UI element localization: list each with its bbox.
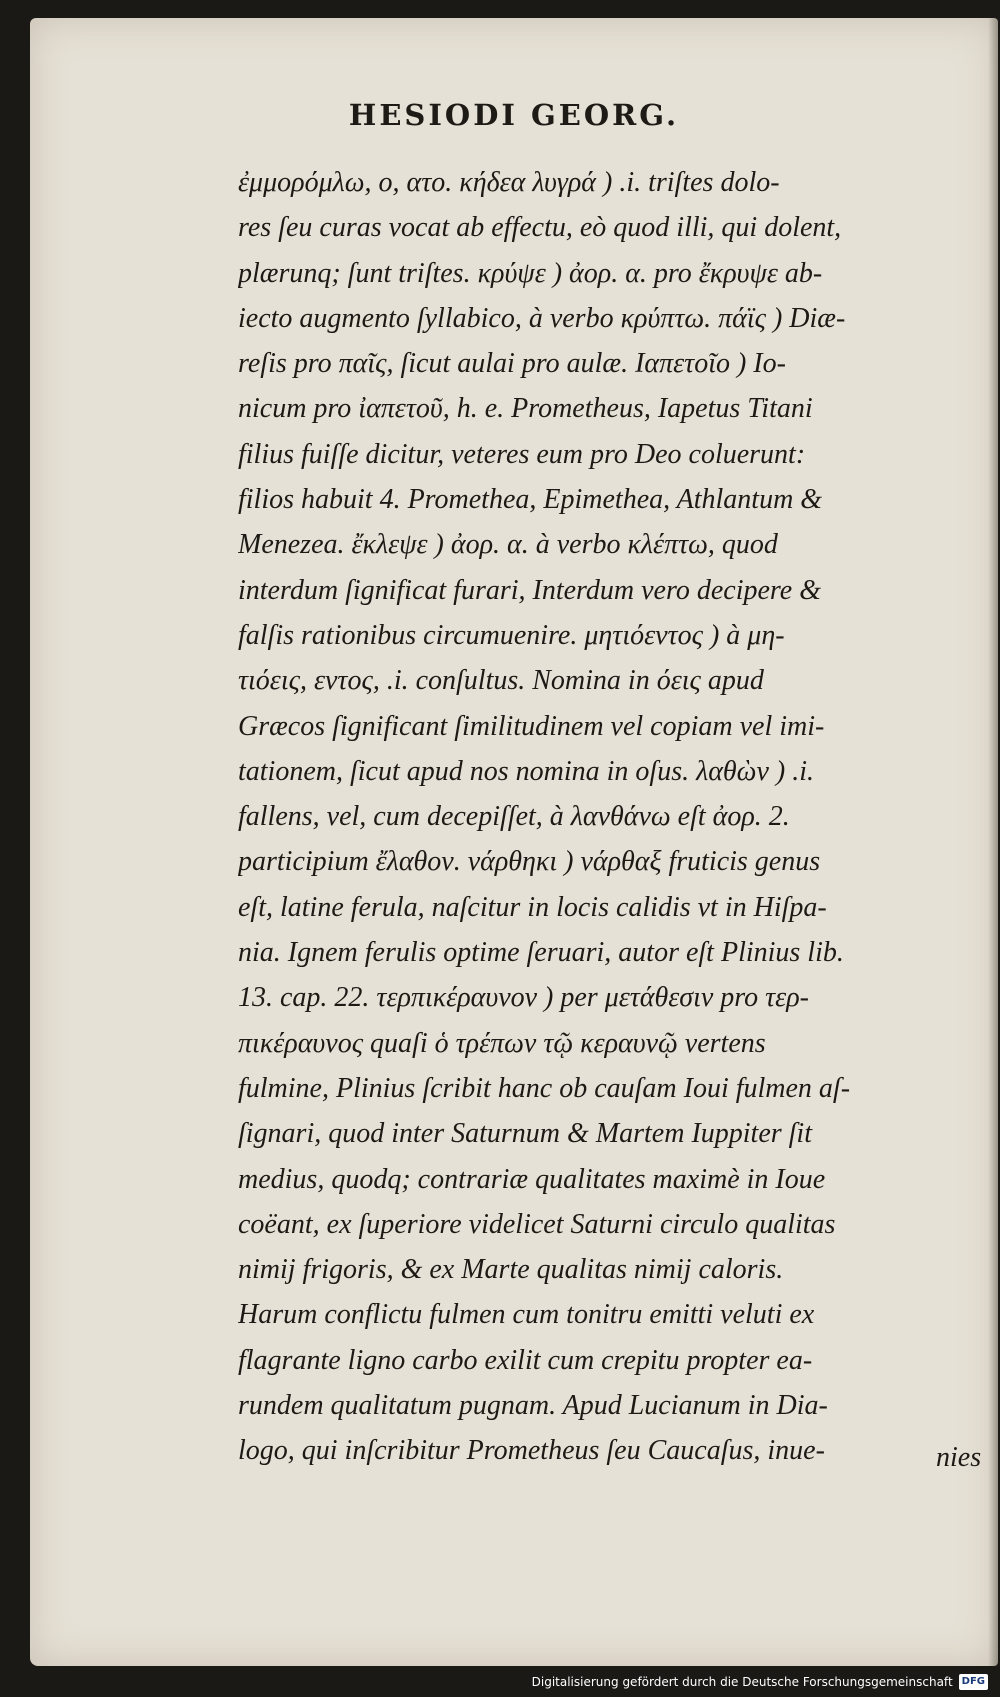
text-line: iecto augmento ſyllabico, à verbo κρύπτω. πάϊς ) Diæ- <box>238 302 846 334</box>
text-line: rundem qualitatum pugnam. Apud Lucianum in Dia- <box>238 1390 828 1422</box>
text-line: nia. Ignem ferulis optime ſeruari, autor eſt Plinius lib. <box>238 937 844 969</box>
text-line: Harum conflictu fulmen cum tonitru emitti veluti ex <box>238 1299 815 1331</box>
text-line: res ſeu curas vocat ab effectu, eò quod illi, qui dolent, <box>238 212 842 244</box>
text-line: filius fuiſſe dicitur, veteres eum pro Deo coluerunt: <box>238 438 806 470</box>
text-line: ſignari, quod inter Saturnum & Martem Iuppiter ſit <box>238 1118 812 1150</box>
credit-text: Digitalisierung gefördert durch die Deutsche Forschungsgemeinschaft <box>531 1675 953 1689</box>
running-head: HESIODI GEORG. <box>348 98 680 132</box>
text-line: falſis rationibus circumuenire. μητιόεντος ) à μη- <box>238 619 785 651</box>
text-line: filios habuit 4. Promethea, Epimethea, Athlantum & <box>238 484 823 516</box>
text-line: Menezea. ἔκλεψε ) ἀορ. α. à verbo κλέπτω, quod <box>238 529 778 561</box>
dfg-logo: DFG <box>959 1674 988 1690</box>
text-line: Græcos ſignificant ſimilitudinem vel copiam vel imi- <box>238 710 825 742</box>
text-line: coëant, ex ſuperiore videlicet Saturni circulo qualitas <box>238 1208 836 1240</box>
text-line: tationem, ſicut apud nos nomina in oſus. λαθὼν ) .i. <box>238 755 814 787</box>
text-line: flagrante ligno carbo exilit cum crepitu propter ea- <box>238 1344 813 1376</box>
text-line: plærunq; ſunt triſtes. κρύψε ) ἀορ. α. pro ἔκρυψε ab- <box>238 257 823 289</box>
page-text <box>238 160 1000 1474</box>
text-line: ἐμμορόμλω, ο, ατο. κήδεα λυγρά ) .i. triſtes dolo- <box>238 167 780 198</box>
text-line: nicum pro ἰαπετοῦ, h. e. Prometheus, Iapetus Titani <box>238 393 813 425</box>
text-line: fallens, vel, cum decepiſſet, à λανθάνω eſt ἀορ. 2. <box>238 801 790 833</box>
text-line: interdum ſignificat furari, Interdum vero decipere & <box>238 574 821 606</box>
text-line: logo, qui inſcribitur Prometheus ſeu Caucaſus, inue- <box>238 1435 825 1467</box>
text-line: τιόεις, εντος, .i. conſultus. Nomina in όεις apud <box>238 665 764 697</box>
text-line: fulmine, Plinius ſcribit hanc ob cauſam Ioui fulmen aſ- <box>238 1072 851 1104</box>
text-line: participium ἔλαθον. νάρθηκι ) νάρθαξ fruticis genus <box>238 846 821 878</box>
book-page <box>30 18 998 1666</box>
text-line: medius, quodq; contrariæ qualitates maximè in Ioue <box>238 1163 826 1195</box>
text-line: reſis pro παῖς, ſicut aulai pro aulæ. Ιαπετοῖο ) Io- <box>238 348 786 380</box>
catchword: nies <box>936 1442 982 1473</box>
text-line: 13. cap. 22. τερπικέραυνον ) per μετάθεσιν pro τερ- <box>238 982 809 1014</box>
text-line: πικέραυνος quaſi ὁ τρέπων τῷ κεραυνῷ vertens <box>238 1027 766 1059</box>
digitization-credit <box>532 1669 988 1695</box>
text-line: eſt, latine ferula, naſcitur in locis calidis vt in Hiſpa- <box>238 891 827 923</box>
text-line: nimij frigoris, & ex Marte qualitas nimij caloris. <box>238 1254 784 1286</box>
